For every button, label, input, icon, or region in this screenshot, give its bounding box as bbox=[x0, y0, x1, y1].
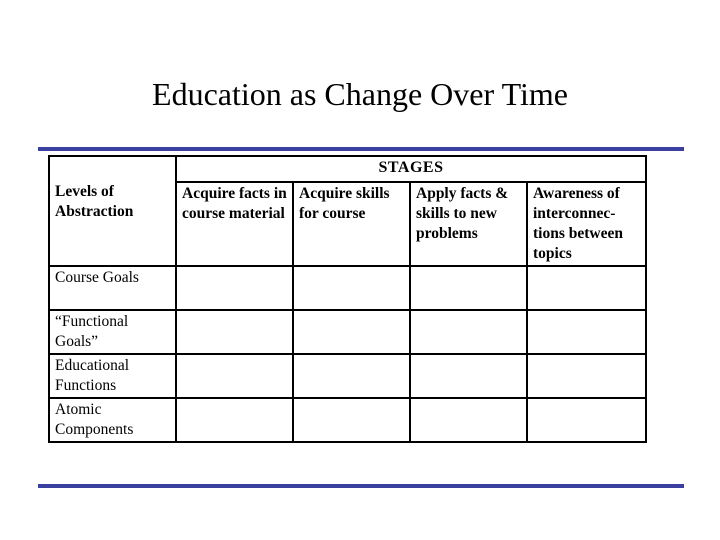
row-label-educational-functions: Educational Functions bbox=[49, 354, 176, 398]
table-cell bbox=[410, 266, 527, 310]
table-cell bbox=[293, 310, 410, 354]
row-label-functional-goals: “Functional Goals” bbox=[49, 310, 176, 354]
stage-column-header: Acquire facts in course material bbox=[176, 182, 293, 266]
table-row bbox=[49, 354, 646, 398]
table-cell bbox=[410, 310, 527, 354]
stages-header: STAGES bbox=[176, 156, 646, 182]
table-cell bbox=[176, 398, 293, 442]
table-cell bbox=[293, 266, 410, 310]
row-label-atomic-components: Atomic Components bbox=[49, 398, 176, 442]
bottom-divider-rule bbox=[38, 484, 684, 488]
table-cell bbox=[176, 266, 293, 310]
row-label-course-goals: Course Goals bbox=[49, 266, 176, 310]
table-cell bbox=[527, 354, 646, 398]
slide-title: Education as Change Over Time bbox=[152, 76, 568, 112]
table-cell bbox=[527, 266, 646, 310]
stage-column-header: Acquire skills for course bbox=[293, 182, 410, 266]
top-divider-rule bbox=[38, 147, 684, 151]
corner-cell bbox=[49, 156, 176, 266]
table-row bbox=[49, 310, 646, 354]
table-cell bbox=[293, 354, 410, 398]
table-cell bbox=[527, 398, 646, 442]
table-row bbox=[49, 266, 646, 310]
stages-table bbox=[48, 155, 647, 443]
table-cell bbox=[293, 398, 410, 442]
table-cell bbox=[176, 310, 293, 354]
table-header-row bbox=[49, 156, 646, 182]
levels-of-abstraction-label: Levels of Abstraction bbox=[55, 183, 134, 220]
table-cell bbox=[410, 354, 527, 398]
stage-column-header: Apply facts & skills to new problems bbox=[410, 182, 527, 266]
table-cell bbox=[410, 398, 527, 442]
table-row bbox=[49, 398, 646, 442]
stage-column-header: Awareness of interconnec- tions between topics bbox=[527, 182, 646, 266]
table-cell bbox=[527, 310, 646, 354]
table-cell bbox=[176, 354, 293, 398]
